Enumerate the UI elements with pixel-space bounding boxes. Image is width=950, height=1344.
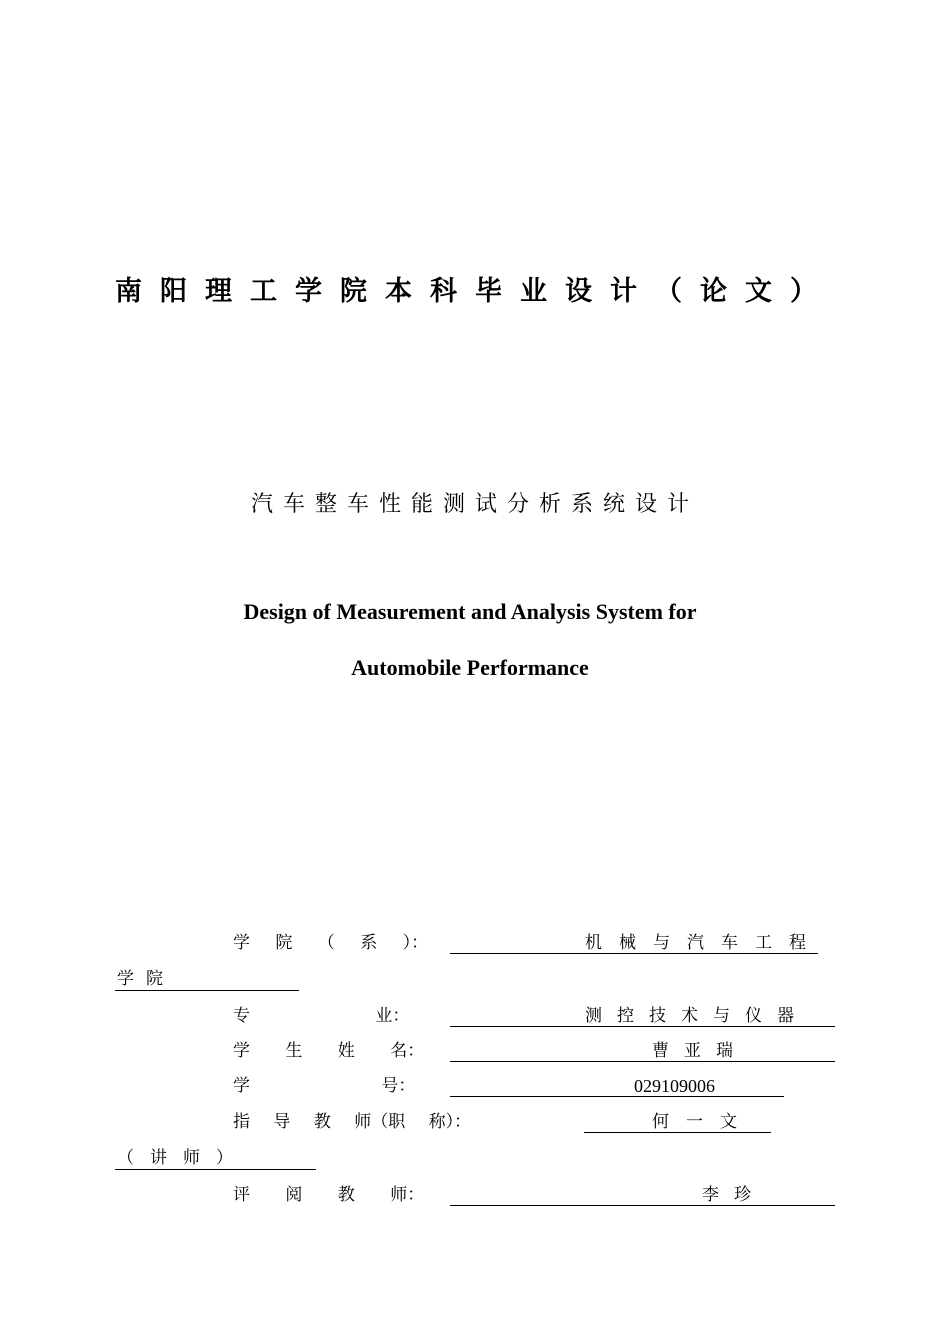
college-label: 学 院 （ 系 ）： (233, 933, 429, 953)
student-name-label: 学 生 姓 名： (233, 1041, 425, 1061)
advisor-title-value: （讲师） (117, 1148, 249, 1168)
student-name-underline (450, 1039, 835, 1062)
advisor-value: 何一文 (652, 1112, 754, 1132)
college-value: 机械与汽车工程 (585, 933, 823, 953)
thesis-title-english-line1: Design of Measurement and Analysis System for (243, 599, 697, 624)
student-id-underline (450, 1074, 784, 1097)
reviewer-label: 评 阅 教 师： (233, 1185, 425, 1205)
college-value-continued: 学院 (117, 969, 175, 989)
advisor-label: 指 导 教 师（职 称）： (233, 1112, 472, 1132)
reviewer-value: 李珍 (702, 1185, 766, 1205)
major-value: 测控技术与仪器 (585, 1006, 809, 1026)
major-label: 专 业： (233, 1006, 410, 1026)
student-id-label: 学 号： (233, 1076, 416, 1096)
student-id-value: 029109006 (634, 1076, 715, 1096)
thesis-title-chinese: 汽车整车性能测试分析系统设计 (250, 492, 699, 517)
university-title: 南阳理工学院本科毕业设计（论文） (115, 276, 835, 307)
reviewer-underline (450, 1183, 835, 1206)
student-name-value: 曹亚瑞 (652, 1041, 748, 1061)
thesis-title-english-line2: Automobile Performance (351, 655, 589, 680)
